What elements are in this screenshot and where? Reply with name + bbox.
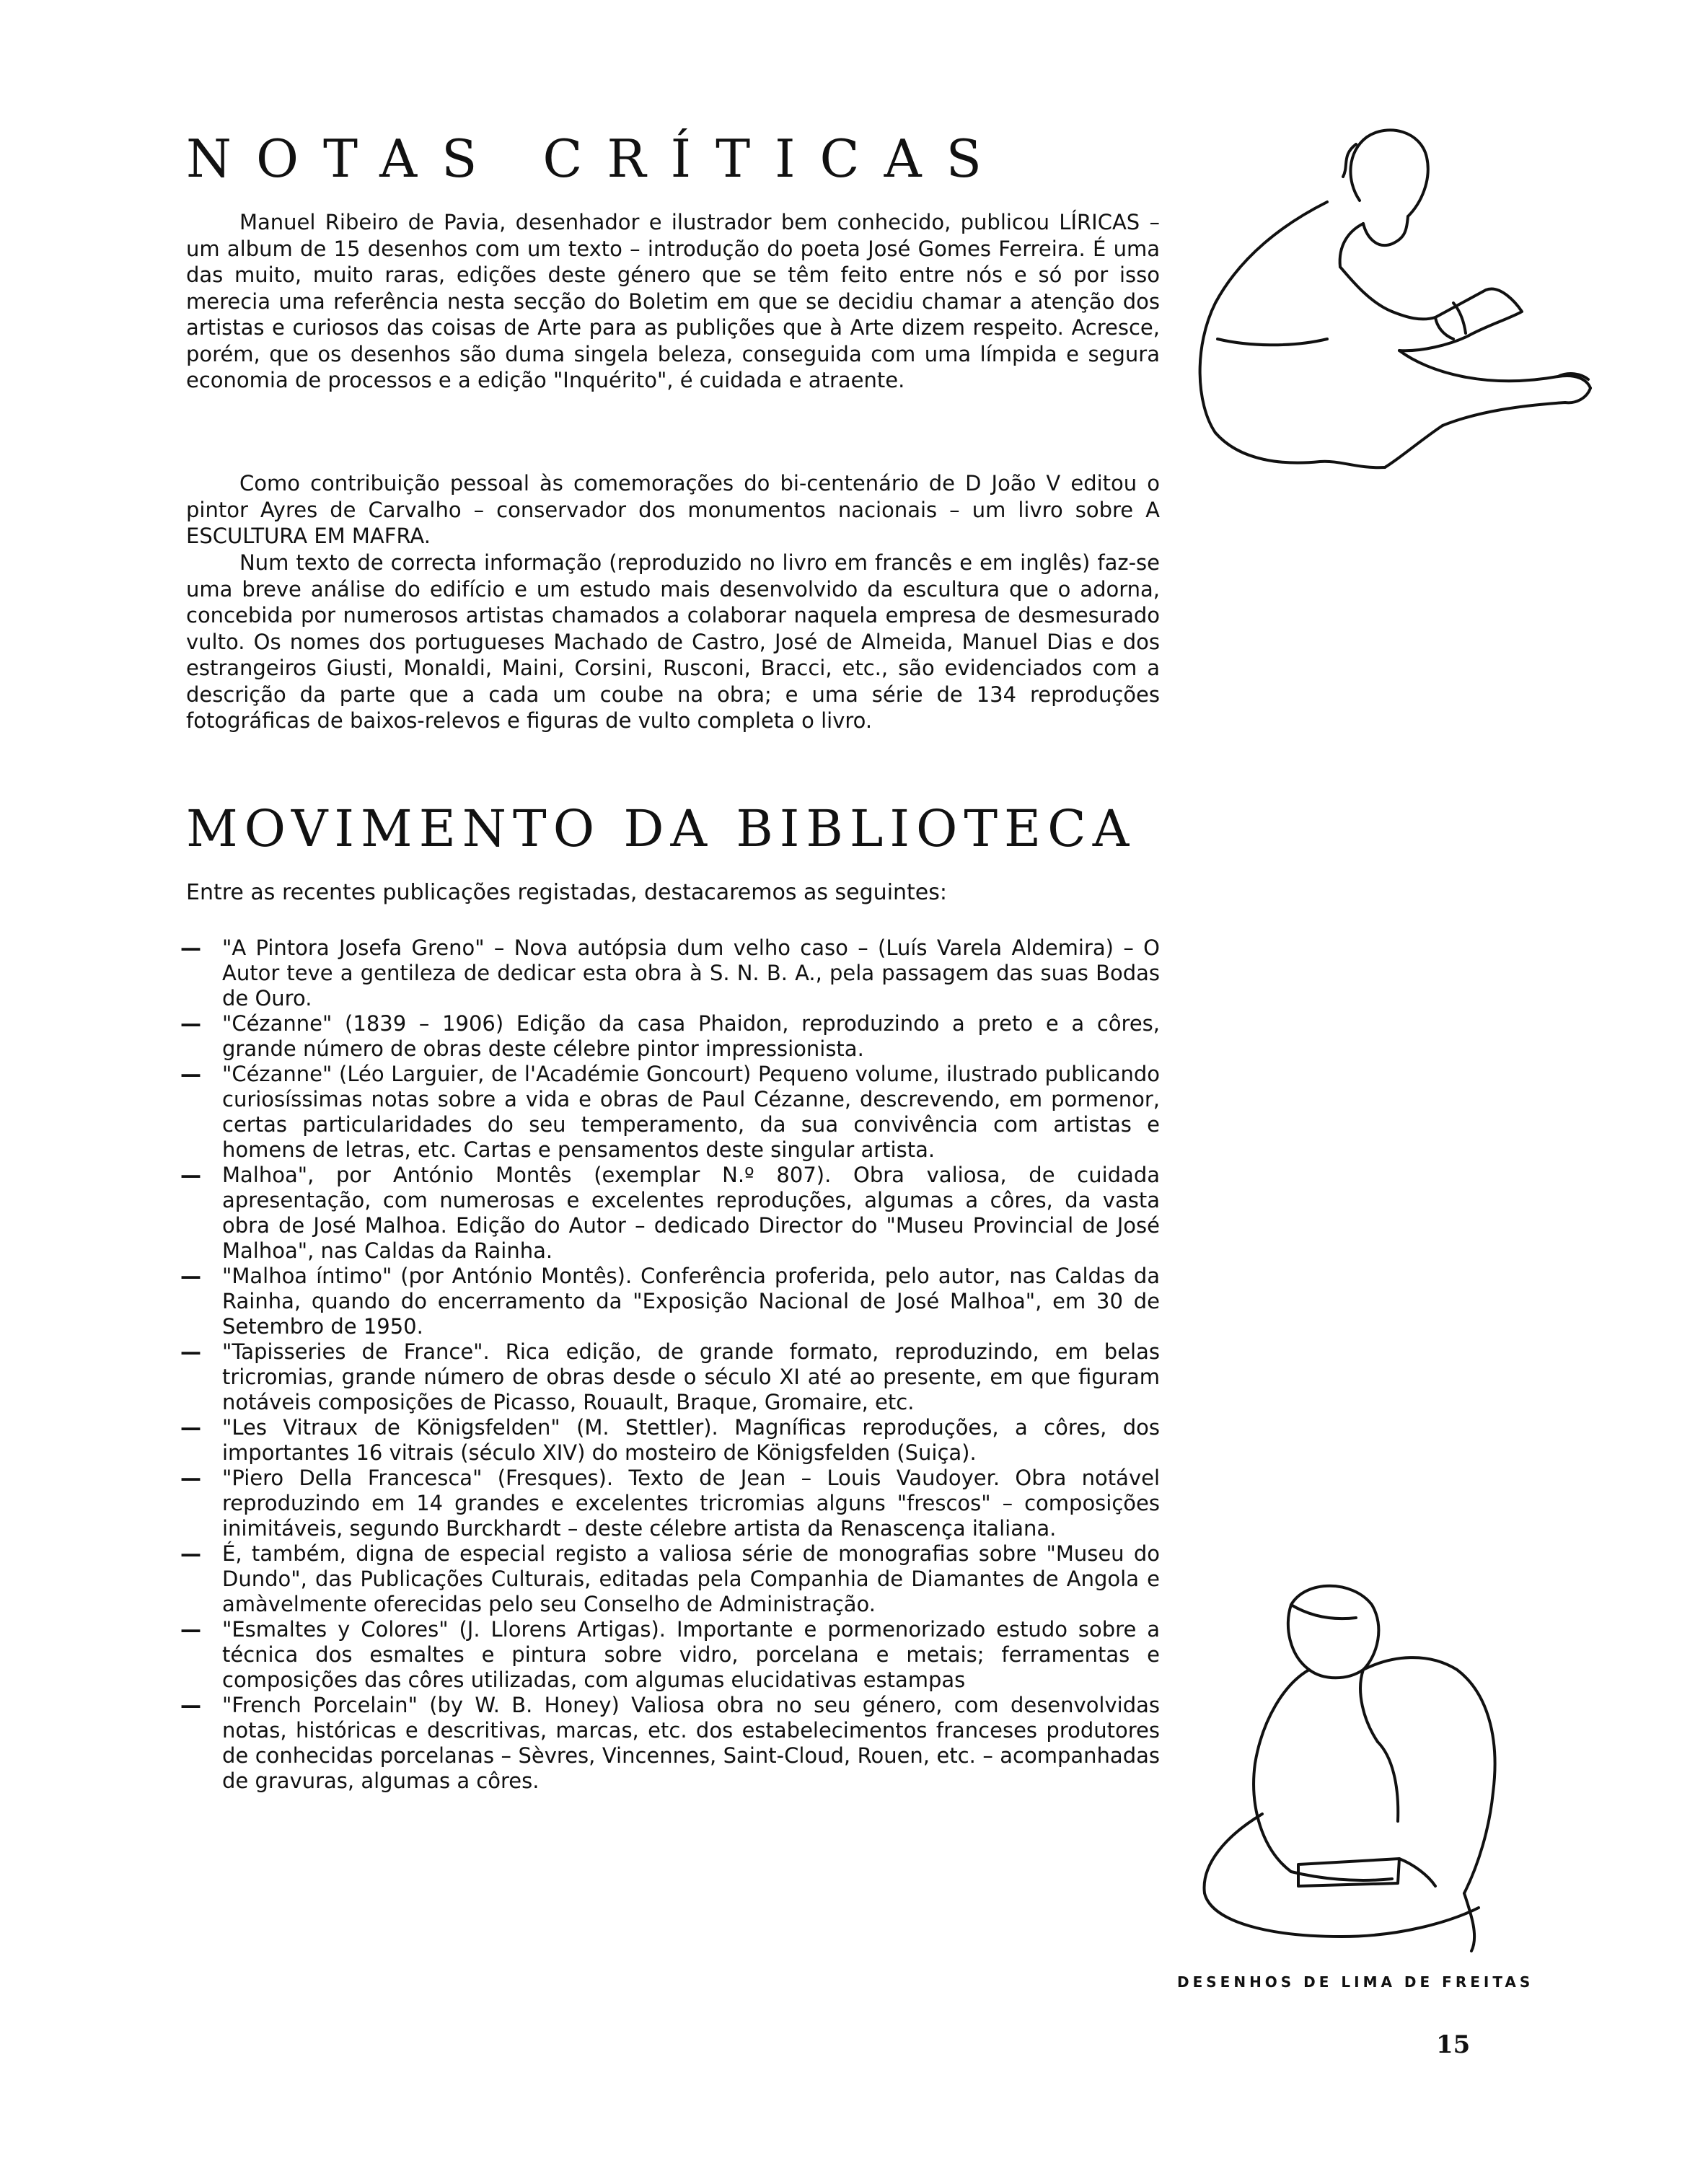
paragraph-lyricas: Manuel Ribeiro de Pavia, desenhador e ilustrador bem conhecido, publicou LÍRICAS – um album de 15 desenhos com um texto – introdução do poeta José Gomes Ferreira. É uma das muito, muito raras, edições deste género que se têm feito entre nós e só por isso merecia uma referência nesta secção do Boletim em que se decidiu chamar a atenção dos artistas e curiosos das coisas de Arte para as publições que à Arte dizem respeito. Acresce, porém, que os desenhos são duma singela beleza, conseguida com uma límpida e segura economia de processos e a edição "Inquérito", é cuidada e atraente. (186, 210, 1160, 392)
list-item (180, 1062, 1160, 1163)
seated-youth-drawing (1183, 1576, 1558, 1965)
list-item-text: "A Pintora Josefa Greno" – Nova autópsia dum velho caso – (Luís Varela Aldemira) – O Autor teve a gentileza de dedicar esta obra à S. N. B. A., pela passagem das suas Bodas de Ouro. (222, 935, 1160, 1010)
dash-bullet: — (180, 1541, 201, 1566)
list-item (180, 1163, 1160, 1264)
list-item-text: "Tapisseries de France". Rica edição, de grande formato, reproduzindo, em belas tricromias, grande número de obras desde o século XI até ao presente, em que figuram notáveis composições de Picasso, Rouault, Braque, Gromaire, etc. (222, 1339, 1160, 1414)
page-number: 15 (1436, 2030, 1471, 2059)
reading-woman-drawing (1183, 123, 1616, 498)
list-item (180, 1415, 1160, 1466)
list-item (180, 1339, 1160, 1415)
dash-bullet: — (180, 1011, 201, 1036)
list-item (180, 1466, 1160, 1541)
dash-bullet: — (180, 935, 201, 960)
publication-list (180, 935, 1160, 1794)
dash-bullet: — (180, 1264, 201, 1288)
drawing-credit: DESENHOS DE LIMA DE FREITAS (1177, 1973, 1534, 1991)
dash-bullet: — (180, 1339, 201, 1364)
paragraph-escultura-mafra: Como contribuição pessoal às comemorações do bi-centenário de D João V editou o pintor Ayres de Carvalho – conservador dos monumentos nacionais – um livro sobre A ESCULTURA EM MAFRA. (186, 471, 1160, 548)
list-item-text: "Les Vitraux de Königsfelden" (M. Stettler). Magníficas reproduções, a côres, dos importantes 16 vitrais (século XIV) do mosteiro de Königsfelden (Suiça). (222, 1415, 1160, 1465)
list-item (180, 1693, 1160, 1794)
list-item-text: "Piero Della Francesca" (Fresques). Texto de Jean – Louis Vaudoyer. Obra notável reproduzindo em 14 grandes e excelentes tricromias alguns "frescos" – composições inimitáveis, segundo Burckhardt – deste célebre artista da Renascença italiana. (222, 1466, 1160, 1541)
list-item-text: "Malhoa íntimo" (por António Montês). Conferência proferida, pelo autor, nas Caldas da Rainha, quando do encerramento da "Exposição Nacional de José Malhoa", em 30 de Setembro de 1950. (222, 1264, 1160, 1339)
dash-bullet: — (180, 1693, 201, 1717)
list-item-text: "Cézanne" (1839 – 1906) Edição da casa Phaidon, reproduzindo a preto e a côres, grande número de obras deste célebre pintor impressionista. (222, 1011, 1160, 1061)
dash-bullet: — (180, 1415, 201, 1440)
paragraph-mafra-text: Num texto de correcta informação (reproduzido no livro em francês e em inglês) faz-se uma breve análise do edifício e um estudo mais desenvolvido da escultura que o adorna, concebida por numerosos artistas chamados a colaborar naquela empresa de desmesurado vulto. Os nomes dos portugueses Machado de Castro, José de Almeida, Manuel Dias e dos estrangeiros Giusti, Monaldi, Maini, Corsini, Rusconi, Bracci, etc., são evidenciados com a descrição da parte que a cada um coube na obra; e uma série de 134 reproduções fotográficas de baixos-relevos e figuras de vulto completa o livro. (186, 550, 1160, 733)
dash-bullet: — (180, 1062, 201, 1086)
movimento-biblioteca-heading: MOVIMENTO DA BIBLIOTECA (186, 799, 1136, 858)
list-item-text: "Esmaltes y Colores" (J. Llorens Artigas). Importante e pormenorizado estudo sobre a técnica dos esmaltes e pintura sobre vidro, porcelana e metais; ferramentas e composições das côres utilizadas, com algumas elucidativas estampas (222, 1617, 1160, 1692)
list-item (180, 935, 1160, 1011)
list-item (180, 1264, 1160, 1339)
list-item (180, 1541, 1160, 1617)
list-item (180, 1011, 1160, 1062)
list-item (180, 1617, 1160, 1693)
list-item-text: É, também, digna de especial registo a valiosa série de monografias sobre "Museu do Dundo", das Publicações Culturais, editadas pela Companhia de Diamantes de Angola e amàvelmente oferecidas pelo seu Conselho de Administração. (222, 1541, 1160, 1616)
dash-bullet: — (180, 1617, 201, 1642)
list-item-text: Malhoa", por António Montês (exemplar N.º 807). Obra valiosa, de cuidada apresentação, com numerosas e excelentes reproduções, algumas a côres, da vasta obra de José Malhoa. Edição do Autor – dedicado Director do "Museu Provincial de José Malhoa", nas Caldas da Rainha. (222, 1163, 1160, 1263)
dash-bullet: — (180, 1163, 201, 1187)
biblioteca-intro: Entre as recentes publicações registadas, destacaremos as seguintes: (186, 880, 947, 905)
list-item-text: "Cézanne" (Léo Larguier, de l'Académie Goncourt) Pequeno volume, ilustrado publicando curiosíssimas notas sobre a vida e obras de Paul Cézanne, descrevendo, em pormenor, certas particularidades do seu temperamento, da sua convivência com artistas e homens de letras, etc. Cartas e pensamentos deste singular artista. (222, 1062, 1160, 1162)
dash-bullet: — (180, 1466, 201, 1490)
list-item-text: "French Porcelain" (by W. B. Honey) Valiosa obra no seu género, com desenvolvidas notas, históricas e descritivas, marcas, etc. dos estabelecimentos franceses produtores de conhecidas porcelanas – Sèvres, Vincennes, Saint-Cloud, Rouen, etc. – acompanhadas de gravuras, algumas a côres. (222, 1693, 1160, 1793)
notas-criticas-heading: NOTAS CRÍTICAS (186, 128, 1006, 189)
